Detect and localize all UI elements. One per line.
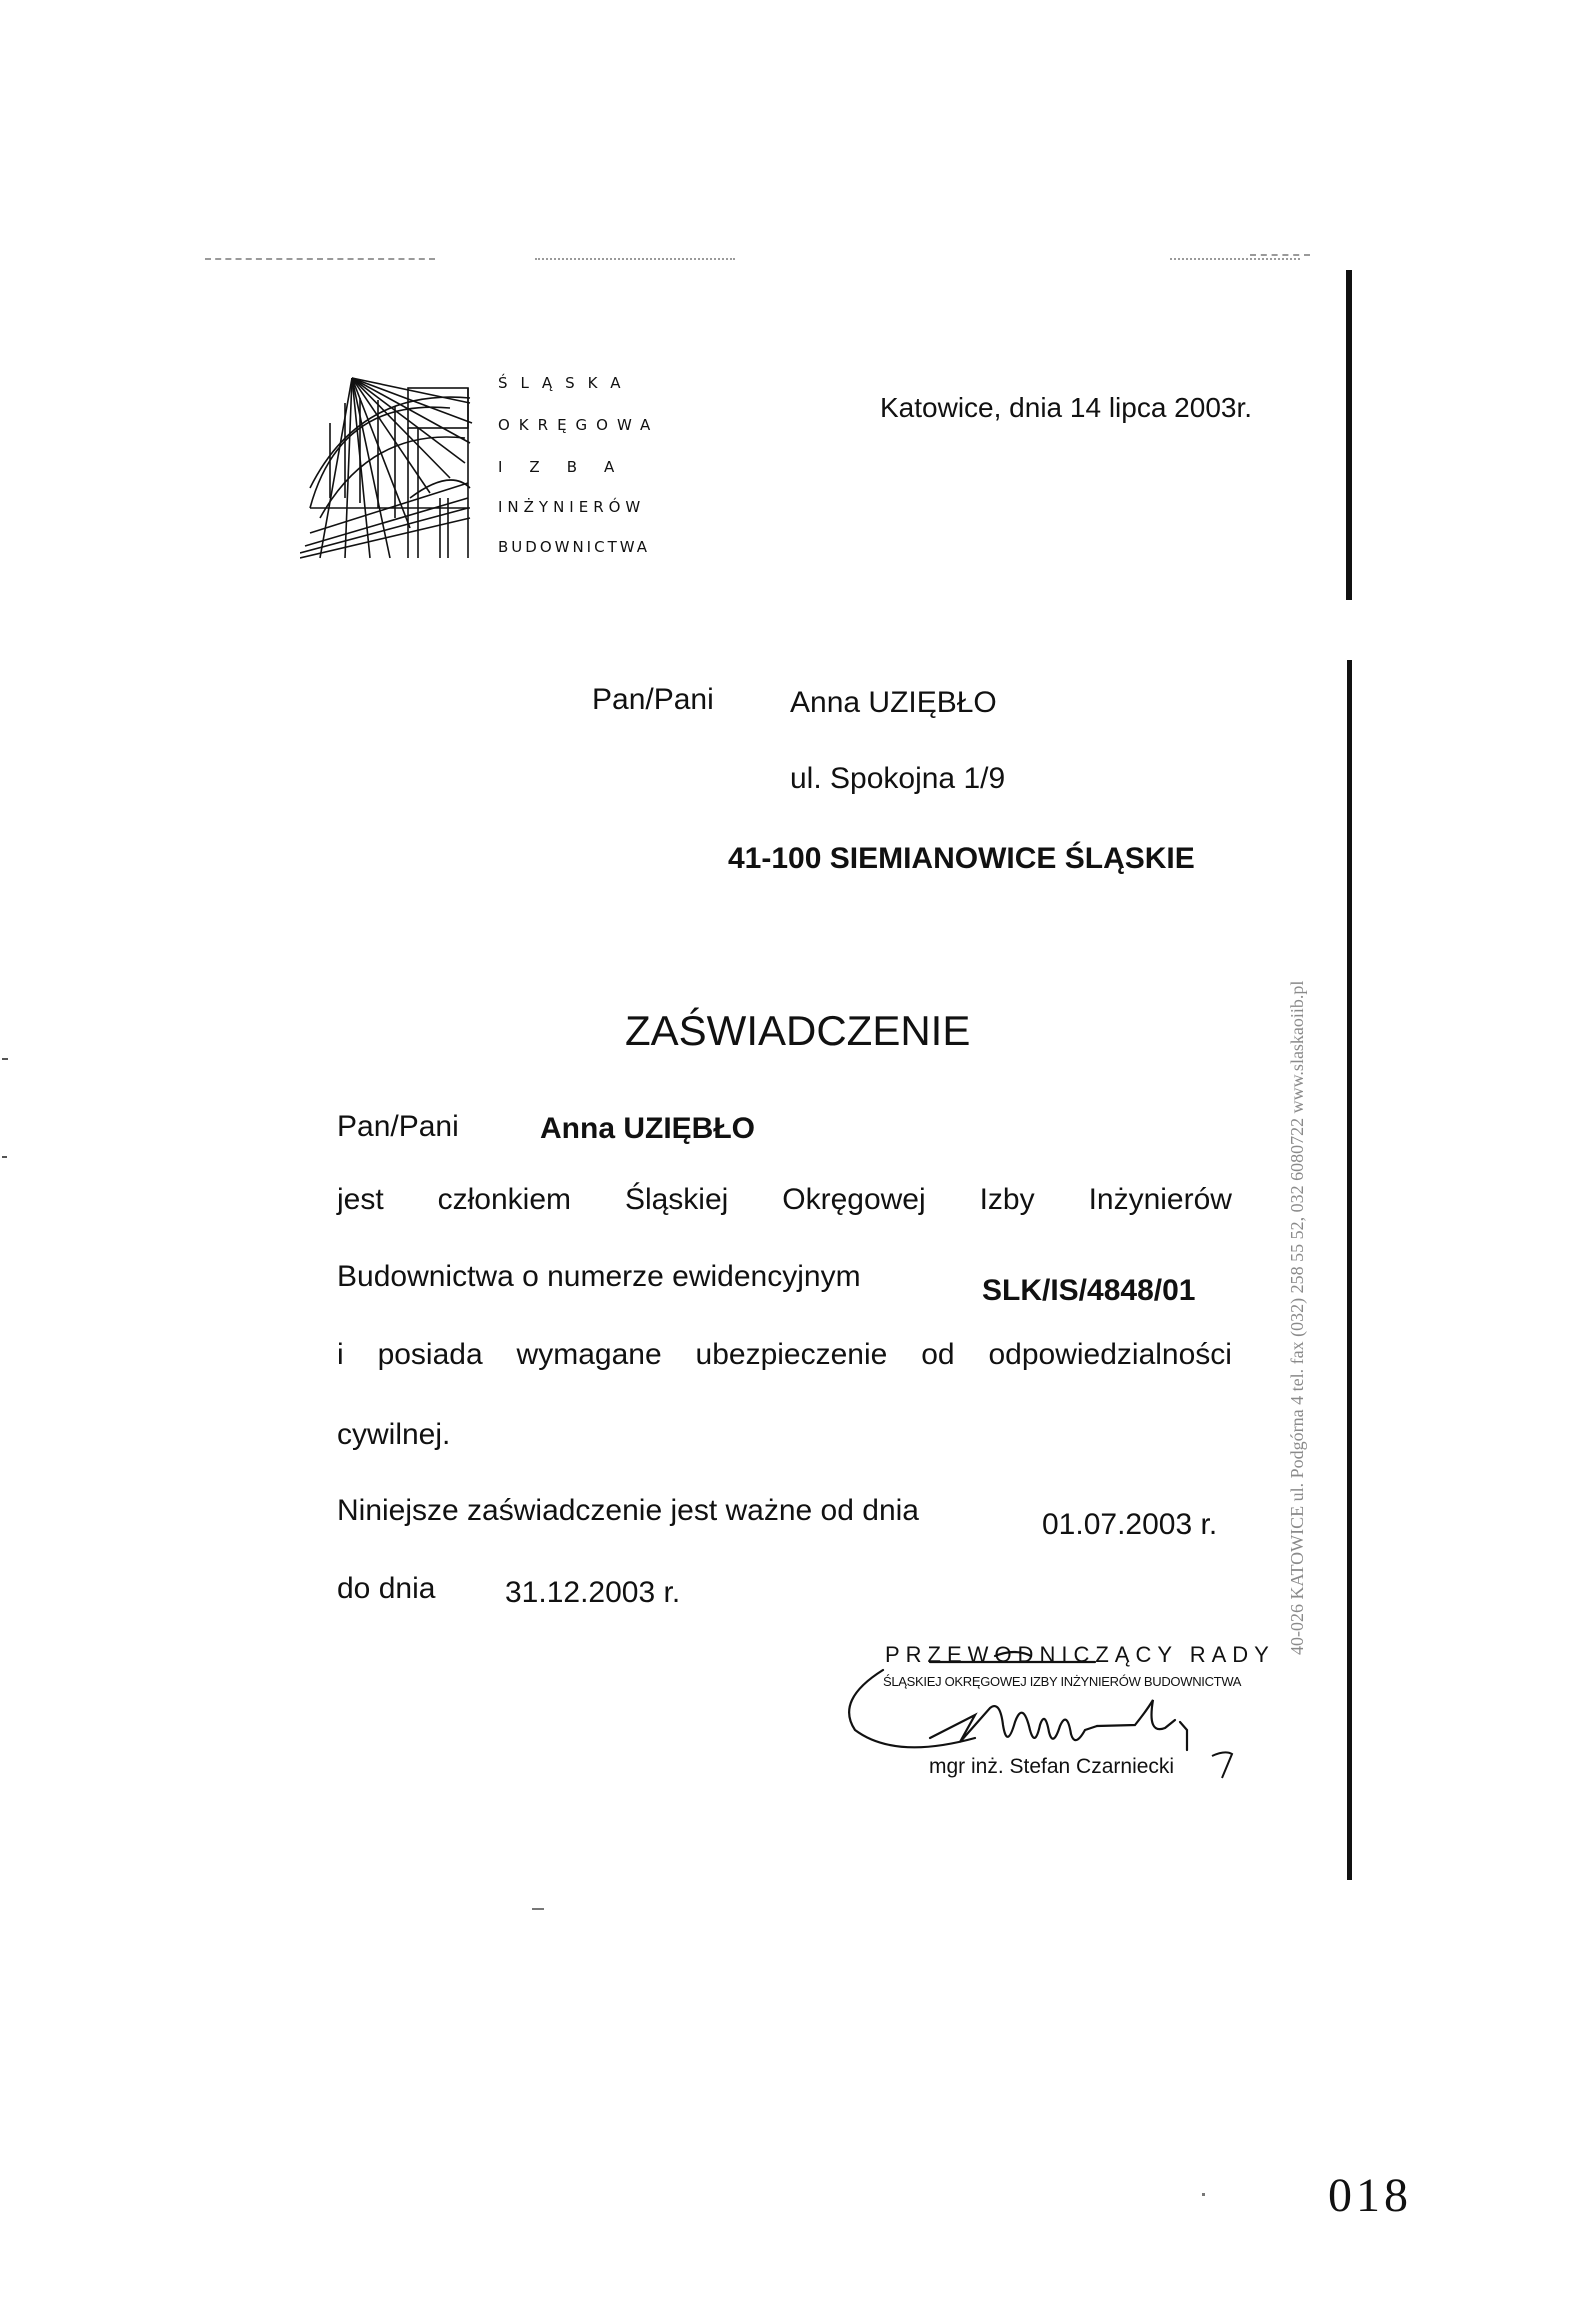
- word: Okręgowej: [782, 1183, 926, 1216]
- body-line-4: cywilnej.: [337, 1418, 451, 1451]
- word: i: [337, 1338, 344, 1371]
- word: Inżynierów: [1088, 1183, 1232, 1216]
- word: jest: [337, 1183, 384, 1216]
- word: ubezpieczenie: [695, 1338, 888, 1371]
- logo-word-3: IZBA: [498, 458, 642, 476]
- word: członkiem: [437, 1183, 571, 1216]
- word: wymagane: [516, 1338, 662, 1371]
- scan-artifact-top-line: [1250, 254, 1310, 256]
- signer-name: mgr inż. Stefan Czarniecki: [929, 1755, 1175, 1778]
- scan-speck: [2, 1156, 7, 1158]
- member-name: Anna UZIĘBŁO: [540, 1112, 755, 1145]
- logo-word-2: OKRĘGOWA: [498, 416, 660, 434]
- fax-edge-bar: [1346, 270, 1352, 600]
- recipient-street: ul. Spokojna 1/9: [790, 762, 1006, 795]
- valid-to-date: 31.12.2003 r.: [505, 1576, 681, 1609]
- body-line-2: Budownictwa o numerze ewidencyjnym: [337, 1260, 861, 1293]
- certificate-salutation: Pan/Pani: [337, 1110, 459, 1143]
- registry-number: SLK/IS/4848/01: [982, 1274, 1196, 1307]
- word: odpowiedzialności: [988, 1338, 1232, 1371]
- signature-tail-mark: [1210, 1748, 1240, 1788]
- word: Śląskiej: [624, 1183, 729, 1216]
- scan-speck: [532, 1908, 544, 1910]
- word: Izby: [979, 1183, 1035, 1216]
- chamber-logo-graphic: [300, 368, 490, 568]
- stamp-subtitle: ŚLĄSKIEJ OKRĘGOWEJ IZBY INŻYNIERÓW BUDOWNICTWA: [883, 1674, 1242, 1689]
- until-label: do dnia: [337, 1572, 436, 1605]
- fax-header-vertical-text: 40-026 KATOWICE ul. Podgórna 4 tel. fax (032) 258 55 52, 032 6080722 www.slaskaoiib.pl: [1287, 980, 1307, 1655]
- page-number: 018: [1328, 2169, 1412, 2222]
- recipient-name: Anna UZIĘBŁO: [790, 686, 997, 719]
- scan-artifact-top-line: [1170, 258, 1300, 260]
- body-line-1: [337, 1185, 1232, 1215]
- logo-word-5: BUDOWNICTWA: [498, 538, 651, 556]
- word: od: [921, 1338, 955, 1371]
- place-and-date: Katowice, dnia 14 lipca 2003r.: [880, 392, 1253, 423]
- scan-artifact-top-line: [535, 258, 735, 260]
- signature-stamp: [835, 1630, 1275, 1800]
- scan-speck: [1202, 2193, 1205, 2196]
- stamp-title: PRZEWODNICZĄCY RADY: [885, 1642, 1275, 1667]
- logo-word-4: INŻYNIERÓW: [498, 498, 646, 516]
- recipient-salutation: Pan/Pani: [592, 683, 714, 716]
- body-line-3: [337, 1340, 1232, 1370]
- logo-word-1: ŚLĄSKA: [498, 374, 634, 392]
- scan-speck: [2, 1058, 8, 1060]
- word: posiada: [377, 1338, 483, 1371]
- scan-artifact-top-line: [205, 258, 435, 260]
- fax-edge-bar: [1347, 660, 1352, 1880]
- chamber-logo: [300, 368, 680, 568]
- valid-from-date: 01.07.2003 r.: [1042, 1508, 1218, 1541]
- document-title: ZAŚWIADCZENIE: [625, 1007, 971, 1054]
- validity-text: Niniejsze zaświadczenie jest ważne od dnia: [337, 1494, 919, 1527]
- recipient-city: 41-100 SIEMIANOWICE ŚLĄSKIE: [728, 842, 1195, 875]
